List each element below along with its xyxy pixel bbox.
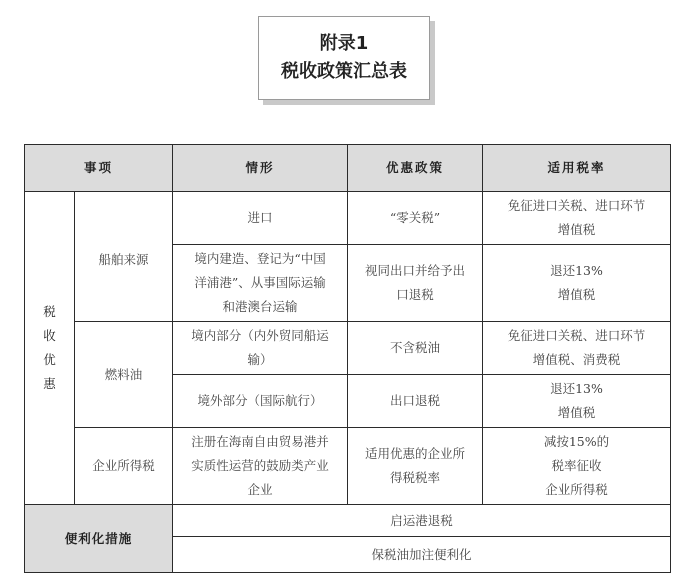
- header-row: [25, 145, 671, 192]
- situation-line: 洋浦港”、从事国际运输: [194, 275, 326, 290]
- label-char: 税: [43, 304, 56, 319]
- facilitation-item: 保税油加注便利化: [173, 537, 671, 573]
- situation-line: 企业: [247, 482, 273, 497]
- policy-cell: “零关税”: [348, 192, 483, 245]
- label-char: 惠: [43, 376, 56, 391]
- situation-cell: [173, 322, 348, 375]
- situation-line: 实质性运营的鼓励类产业: [191, 458, 329, 473]
- policy-cell: [348, 245, 483, 322]
- table-row: [25, 192, 671, 245]
- policy-line: 适用优惠的企业所: [365, 446, 466, 461]
- situation-line: 注册在海南自由贸易港并: [191, 434, 329, 449]
- rate-cell: [483, 245, 671, 322]
- rate-line: 增值税: [557, 222, 596, 237]
- table-row: [25, 428, 671, 505]
- header-item: 事项: [25, 145, 173, 192]
- situation-line: 和港澳台运输: [222, 299, 298, 314]
- situation-cell: [173, 428, 348, 505]
- tax-incentive-label: [25, 192, 75, 505]
- policy-cell: 出口退税: [348, 375, 483, 428]
- rate-line: 退还13%: [550, 263, 603, 278]
- rate-line: 退还13%: [550, 381, 603, 396]
- policy-line: 视同出口并给予出: [365, 263, 466, 278]
- policy-cell: [348, 428, 483, 505]
- rate-cell: [483, 322, 671, 375]
- header-rate: 适用税率: [483, 145, 671, 192]
- rate-line: 增值税: [557, 405, 596, 420]
- title-box: [258, 16, 430, 100]
- label-char: 收: [43, 328, 56, 343]
- situation-line: 境内部分（内外贸同船运: [191, 328, 329, 343]
- rate-cell: [483, 428, 671, 505]
- rate-line: 免征进口关税、进口环节: [507, 198, 646, 213]
- rate-line: 企业所得税: [545, 482, 608, 497]
- fuel-oil-label: 燃料油: [75, 322, 173, 428]
- rate-line: 增值税、消费税: [532, 352, 621, 367]
- corp-income-tax-label: 企业所得税: [75, 428, 173, 505]
- label-char: 优: [43, 352, 56, 367]
- rate-cell: [483, 192, 671, 245]
- policy-line: 得税税率: [390, 470, 441, 485]
- situation-cell: 进口: [173, 192, 348, 245]
- rate-line: 增值税: [557, 287, 596, 302]
- table-title: 税收政策汇总表: [281, 61, 407, 82]
- header-policy: 优惠政策: [348, 145, 483, 192]
- facilitation-label: 便利化措施: [25, 505, 173, 573]
- appendix-label: 附录1: [319, 33, 369, 54]
- rate-line: 税率征收: [551, 458, 602, 473]
- policy-cell: 不含税油: [348, 322, 483, 375]
- situation-cell: 境外部分（国际航行）: [173, 375, 348, 428]
- table-row: [25, 322, 671, 375]
- header-situation: 情形: [173, 145, 348, 192]
- rate-cell: [483, 375, 671, 428]
- policy-line: 口退税: [396, 287, 434, 302]
- situation-line: 境内建造、登记为“中国: [194, 251, 326, 266]
- ship-source-label: 船舶来源: [75, 192, 173, 322]
- facilitation-item: 启运港退税: [173, 505, 671, 537]
- tax-policy-table: [24, 144, 671, 573]
- rate-line: 免征进口关税、进口环节: [507, 328, 646, 343]
- situation-cell: [173, 245, 348, 322]
- table-row: [25, 505, 671, 537]
- situation-line: 输）: [247, 352, 273, 367]
- rate-line: 减按15%的: [543, 434, 610, 449]
